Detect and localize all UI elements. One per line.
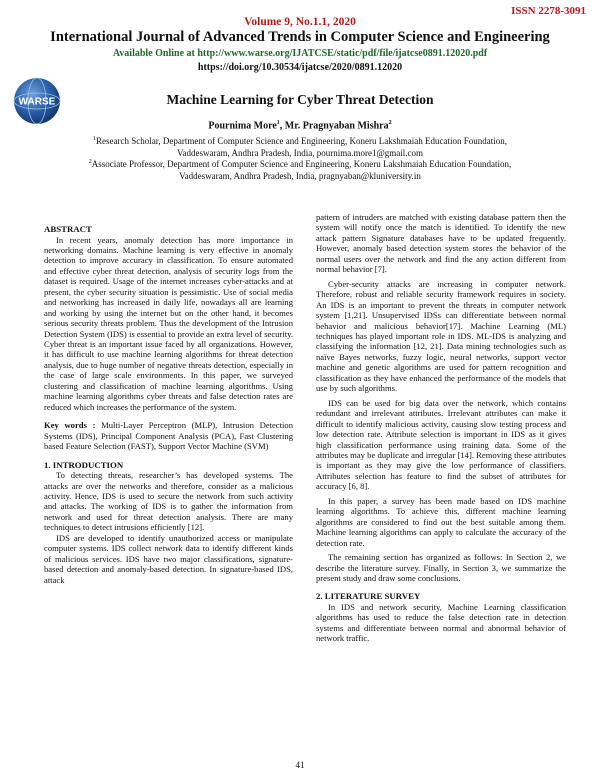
introduction-paragraph-2: IDS are developed to identify unauthorized access or manipulate computer systems. IDS collect network data to identify different kinds of malicious services. IDS have two major classifications, signature-based detection and anomaly-based detection. In signature-based IDS, attack: [44, 532, 293, 585]
volume-label: Volume 9, No.1.1, 2020: [244, 16, 356, 28]
body-paragraph-5: The remaining section has organized as follows: In Section 2, we describe the literature survey. Finally, in Section 3, we summarize the present study and draw some conclusions.: [316, 552, 566, 583]
left-column: [44, 224, 293, 585]
literature-survey-heading: 2. LITERATURE SURVEY: [316, 591, 421, 602]
page-number: 41: [295, 760, 305, 770]
affiliation-1: $^1$Research Scholar, Department of Computer Science and Engineering, Koneru Lakshmaiah Education Foundation, Vaddeswaram, Andhra Pradesh, India, pournima.more1@gmail.com: [92, 136, 508, 158]
svg-text:WARSE: WARSE: [18, 96, 56, 108]
right-column: [316, 212, 566, 644]
introduction-heading: 1. INTRODUCTION: [44, 459, 124, 470]
keywords: [44, 420, 293, 451]
literature-survey-paragraph-1: In IDS and network security, Machine Learning classification algorithms has used to reduce the false detection rate in detection systems and differentiate between normal and abnormal behavior of network traffic.: [316, 601, 566, 644]
journal-title: International Journal of Advanced Trends in Computer Science and Engineering: [50, 29, 550, 45]
available-online-link[interactable]: Available Online at http://www.warse.org/IJATCSE/static/pdf/file/ijatcse0891.12020.pdf: [112, 48, 488, 59]
abstract-text: In recent years, anomaly detection has more importance in networking domains. Machine learning is very effective in anomaly detection to improve accuracy in classification. To ensure automated and effective cyber threat detection, analysis of security logs from the dataset is required. Usage of the internet increases cyber-attacks and at present, the cyber security situation is pessimistic. Use of social media and networking has increased in daily life, nowadays all are learning and working by using the internet but on the other hand, it becomes serious security threats problem. Thus the development of the Intrusion Detection System (IDS) is essential to provide an extra level of security. Cyber threat is an important issue faced by all organizations. However, it has difficult to use machine learning algorithms for threat detection analysis, due to huge number of negative threats detection, especially in the case of large scale environments. In this paper, we surveyed clustering and classification of machine learning algorithms. Using machine learning algorithms cyber threats and false detection rates are reduced which increases the performance of the system.: [44, 234, 293, 412]
paper-title: Machine Learning for Cyber Threat Detection: [166, 92, 434, 107]
body-paragraph-4: In this paper, a survey has been made based on IDS machine learning algorithms. To achieve this, different machine learning algorithms are considered to find out the best suitable among them. Machine learning algorithms can apply to calculate the accuracy of the detection rate.: [316, 495, 566, 548]
body-paragraph-2: Cyber-security attacks are increasing in computer network. Therefore, robust and reliable security framework requires in society. An IDS is an important to prevent the threats in computer network system [1,21]. Unsupervised IDSs can differentiate between normal behavior and malicious behavior[17]. Machine Learning (ML) techniques has played important role in IDS. ML-IDS is analyzing and classifying the information [12, 21]. Data mining technologies such as naïve Bayes networks, fuzzy logic, neural networks, support vector machine and genetic algorithms are used for pattern recognition and classification as they have enhanced the performance of the models that use by such algorithms.: [316, 278, 566, 394]
keywords-label: Key words :: [44, 420, 96, 431]
issn-label: ISSN 2278-3091: [511, 5, 586, 17]
paper-authors: Pournima More$^1$, Mr. Pragnyaban Mishra$^2$: [208, 120, 392, 132]
doi-link[interactable]: https://doi.org/10.30534/ijatcse/2020/0891.12020: [197, 62, 403, 73]
abstract-heading: ABSTRACT: [44, 224, 92, 234]
body-paragraph-3: IDS can be used for big data over the network, which contains redundant and irrelevant attributes. Irrelevant attributes can make it difficult to identify malicious activity, causing slow testing process and low detection rate. Attribute selection is important in IDS as it gives high classification performance using training data. Some of the attributes may be duplicate and irregular [14]. Removing these attributes is important as they may give the low performance of classifiers. Attributes selection has feature to find the subset of attributes for accuracy [6, 8].: [316, 397, 566, 492]
keywords-text: Multi-Layer Perceptron (MLP), Intrusion Detection Systems (IDS), Principal Component Analysis (PCA), Fast Clustering based Feature Selection (FAST), Support Vector Machine (SVM): [44, 420, 293, 452]
affiliation-2: $^2$Associate Professor, Department of Computer Science and Engineering, Koneru Lakshmaiah Education Foundation, Vaddeswaram, Andhra Pradesh, India, pragnyaban@kluniversity.in: [88, 159, 512, 181]
introduction-paragraph-1: To detecting threats, researcher’s has developed systems. The attacks are over the networks and therefore, consider as a malicious activity. Hence, IDS is used to secure the network from such activity and attacks. The working of IDS is to gather the information from network and used for threat detection analysis. There are many techniques to detect intrusions efficiently [12].: [44, 470, 293, 533]
body-paragraph-1: pattern of intruders are matched with existing database pattern then the system will notify once the match is identified. To identify the new attack pattern Signature databases have to be updated frequently. However, anomaly based detection system stores the behavior of the normal users over the network and find the any action different from normal behavior [7].: [316, 212, 566, 275]
